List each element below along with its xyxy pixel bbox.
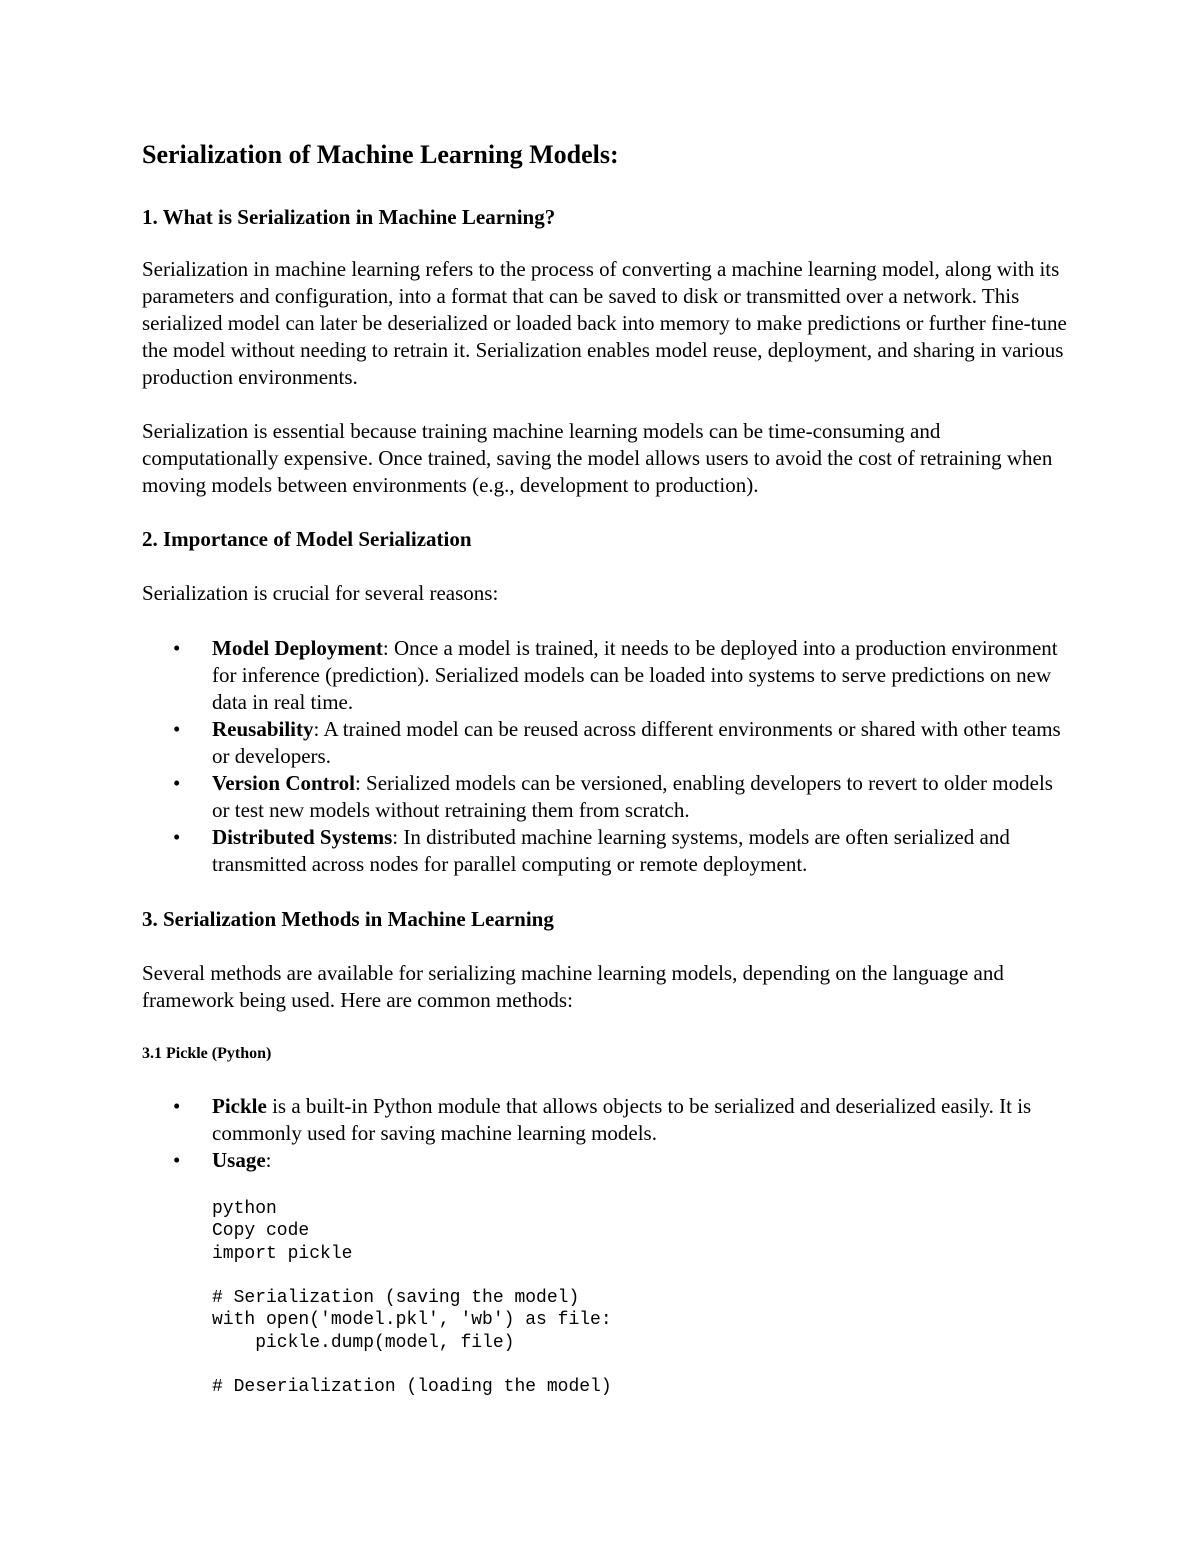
- list-item: [142, 824, 1062, 878]
- section-1-heading: 1. What is Serialization in Machine Learning?: [142, 205, 556, 229]
- list-item-text: : A trained model can be reused across different environments or shared with other teams or developers.: [212, 717, 1061, 768]
- document-title: Serialization of Machine Learning Models:: [142, 140, 619, 169]
- list-item-term: Version Control: [212, 771, 355, 795]
- section-3-intro: Several methods are available for serializing machine learning models, depending on the language and framework being used. Here are common methods:: [142, 961, 1004, 1012]
- list-item-text: :: [265, 1148, 272, 1172]
- list-item-term: Pickle: [212, 1094, 267, 1118]
- bullet-icon: •: [173, 717, 181, 741]
- importance-list: [142, 635, 1072, 878]
- list-item-text: : Once a model is trained, it needs to be deployed into a production environment for inference (prediction). Serialized models can be loaded into systems to serve predictions on new data in real time.: [212, 636, 1058, 714]
- list-item: [142, 770, 1062, 824]
- list-item-text: is a built-in Python module that allows objects to be serialized and deserialized easily. It is commonly used for saving machine learning models.: [212, 1094, 1032, 1145]
- bullet-icon: •: [173, 1094, 181, 1118]
- list-item-text: : In distributed machine learning systems, models are often serialized and transmitted across nodes for parallel computing or remote deployment.: [212, 825, 1010, 876]
- list-item-text: : Serialized models can be versioned, enabling developers to revert to older models or test new models without retraining them from scratch.: [212, 771, 1053, 822]
- list-item-term: Usage: [212, 1148, 266, 1172]
- list-item-term: Distributed Systems: [212, 825, 393, 849]
- list-item: [142, 1147, 1062, 1174]
- list-item: [142, 635, 1062, 716]
- list-item-term: Model Deployment: [212, 636, 383, 660]
- list-item: [142, 1093, 1062, 1147]
- section-2-heading: 2. Importance of Model Serialization: [142, 527, 472, 551]
- section-1-paragraph-2: Serialization is essential because training machine learning models can be time-consuming and computationally expensive. Once trained, saving the model allows users to avoid the cost of retraining when moving models between environments (e.g., development to production).: [142, 419, 1053, 497]
- code-block: python Copy code import pickle # Serialization (saving the model) with open('model.pkl', 'wb') as file: pickle.dump(model, file) # Deserialization (loading the model): [212, 1199, 612, 1398]
- bullet-icon: •: [173, 636, 181, 660]
- bullet-icon: •: [173, 771, 181, 795]
- section-1-paragraph-1: Serialization in machine learning refers to the process of converting a machine learning model, along with its parameters and configuration, into a format that can be saved to disk or transmitted over a network. This serialized model can later be deserialized or loaded back into memory to make predictions or further fine-tune the model without needing to retrain it. Serialization enables model reuse, deployment, and sharing in various production environments.: [142, 257, 1067, 389]
- section-3-1-heading: 3.1 Pickle (Python): [142, 1045, 272, 1062]
- section-2-intro: Serialization is crucial for several reasons:: [142, 581, 499, 605]
- bullet-icon: •: [173, 1148, 181, 1172]
- section-3-heading: 3. Serialization Methods in Machine Learning: [142, 907, 554, 931]
- list-item-term: Reusability: [212, 717, 314, 741]
- list-item: [142, 716, 1062, 770]
- pickle-list: [142, 1093, 1072, 1174]
- bullet-icon: •: [173, 825, 181, 849]
